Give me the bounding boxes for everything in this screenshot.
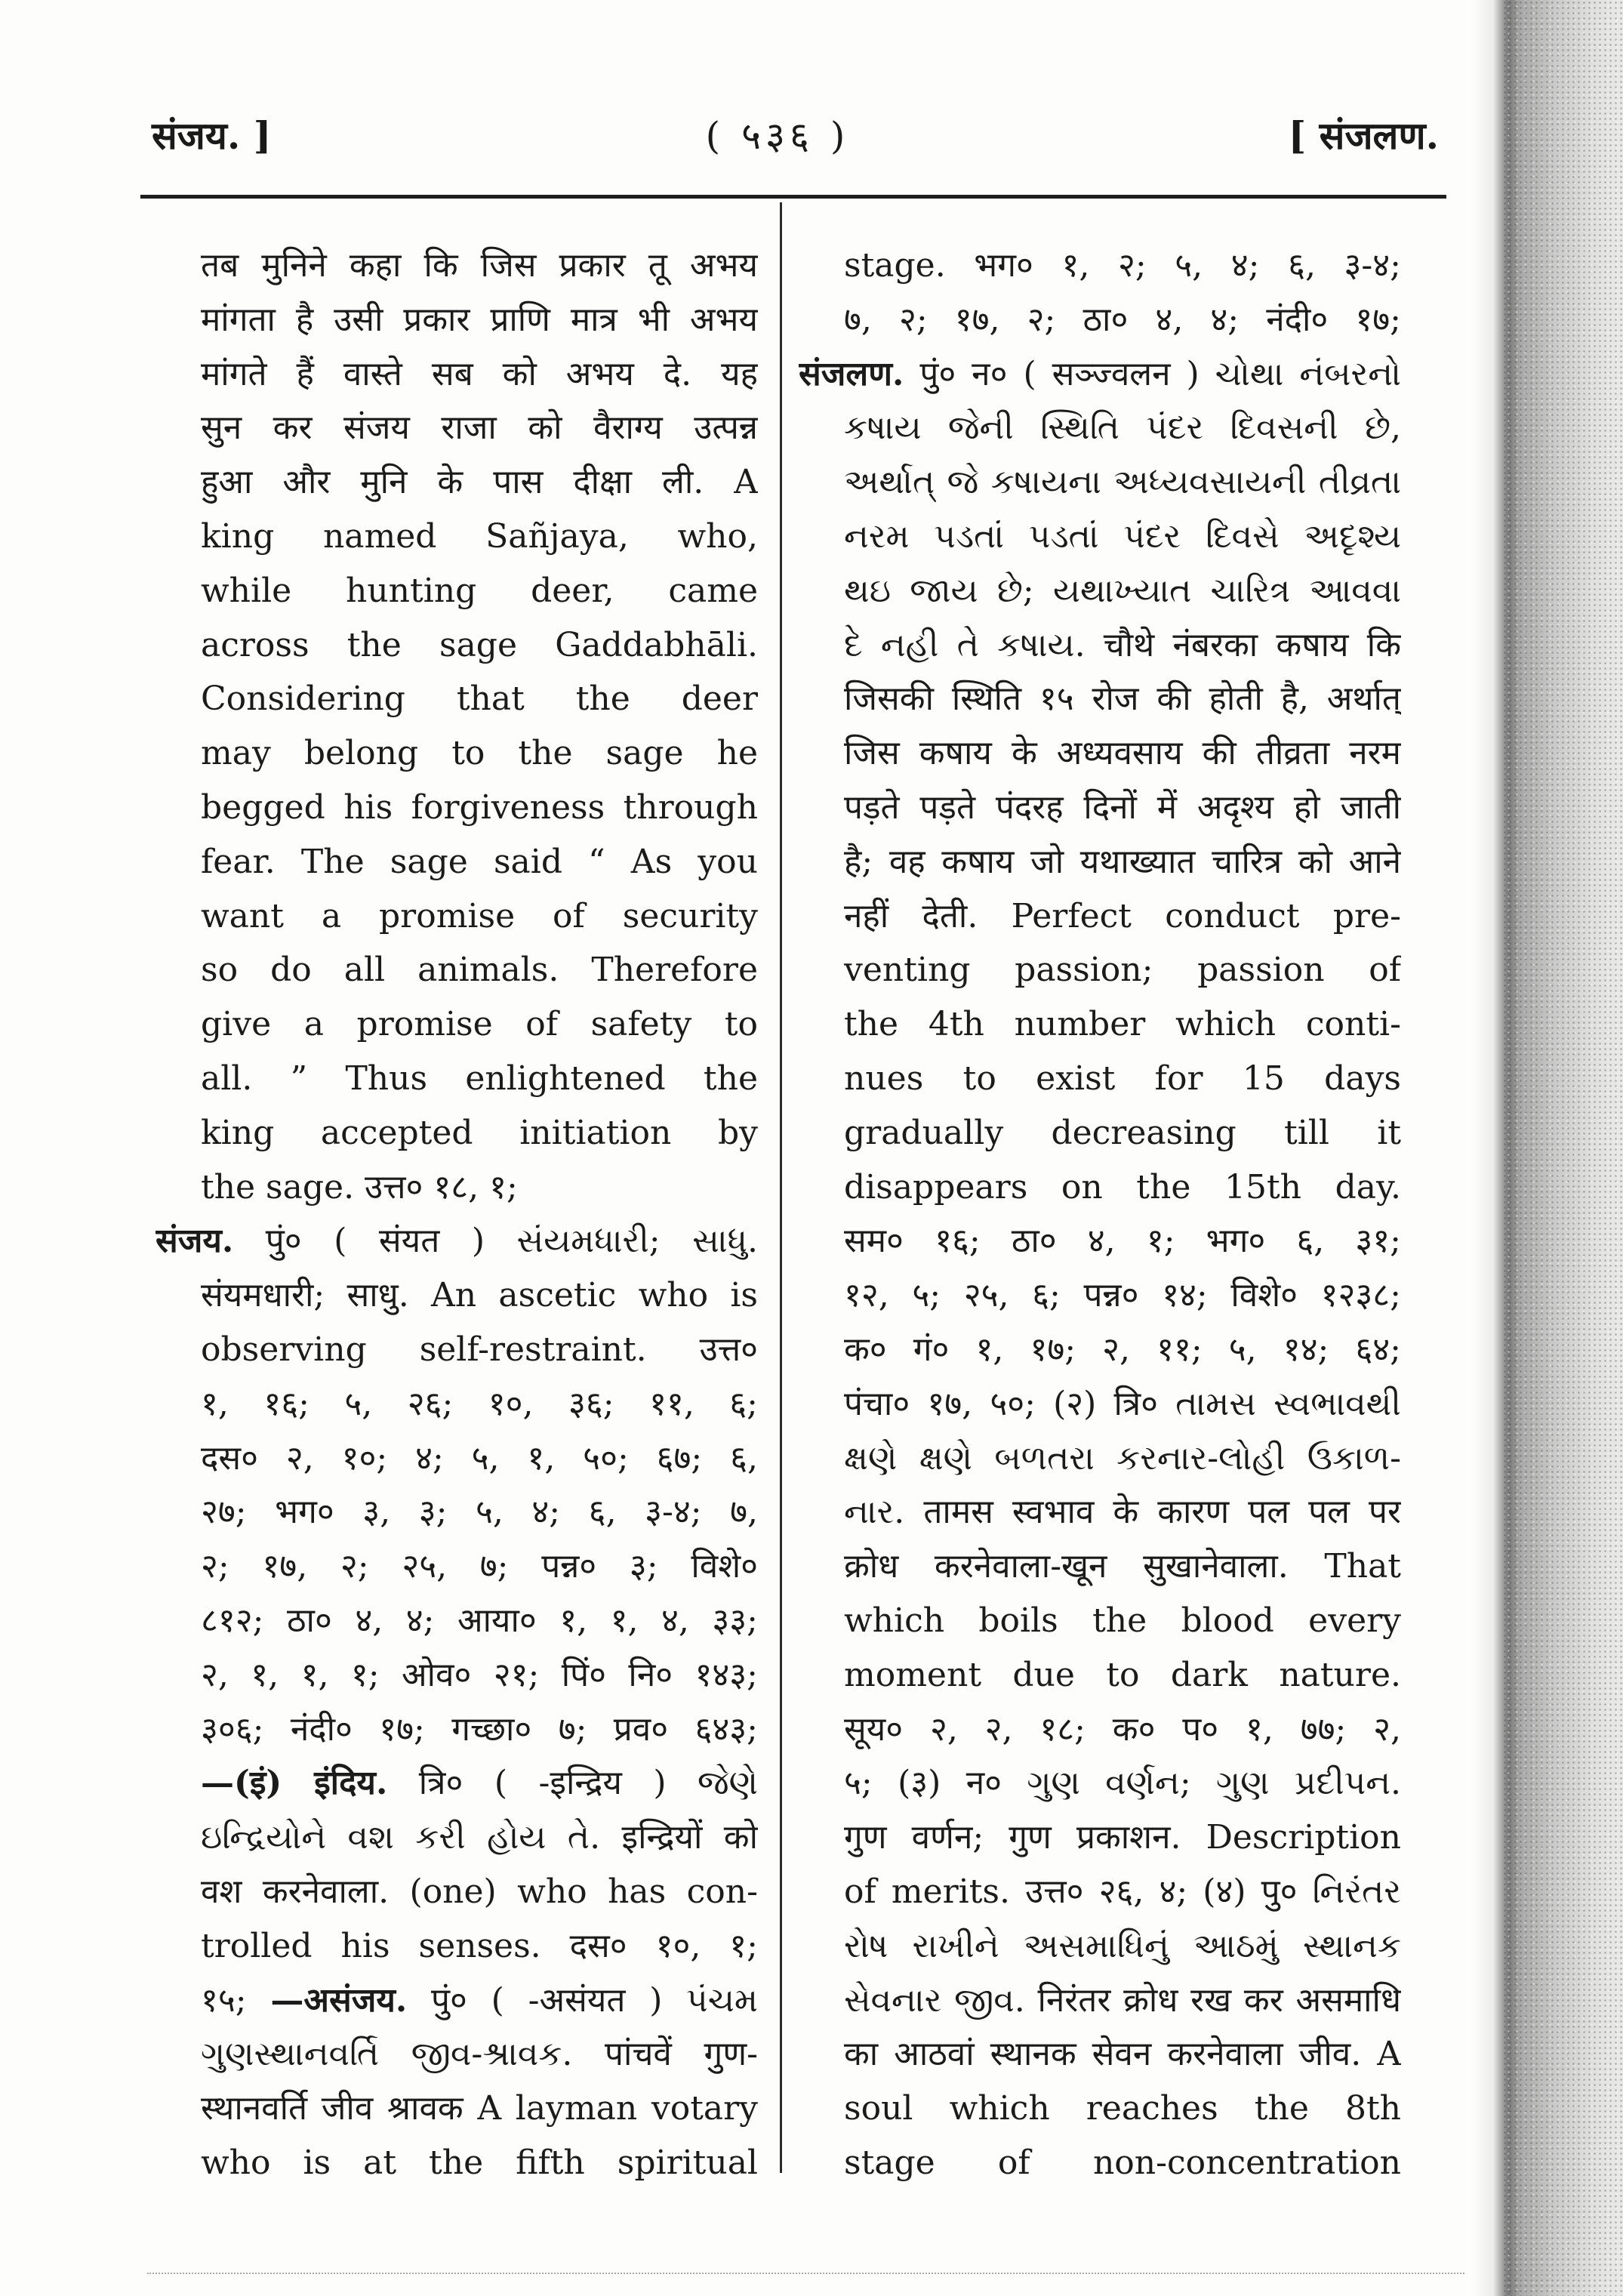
entry-text-line: क्रोध करनेवाला-खून सुखानेवाला. That [844, 1547, 1401, 1586]
entry-text-line: सूय० २, २, १८; क० प० १, ७७; २, [844, 1709, 1401, 1749]
entry-text-line: पड़ते पड़ते पंदरह दिनों में अदृश्य हो जाती [844, 787, 1401, 827]
entry-text-line: king accepted initiation by [201, 1113, 758, 1152]
entry-text-line: Considering that the deer [201, 680, 758, 719]
entry-text-line: मांगते हैं वास्ते सब को अभय दे. यह [201, 354, 758, 393]
entry-text-line: fear. The sage said “ As you [201, 842, 758, 881]
sub-headword: —असंजय. [270, 1980, 408, 2020]
entry-text-line: while hunting deer, came [201, 571, 758, 610]
headword-line [156, 1214, 758, 1268]
entry-text-line: जिस कषाय के अध्यवसाय की तीव्रता नरम [844, 734, 1401, 773]
entry-text-line: दस० २, १०; ४; ५, १, ५०; ६७; ६, [201, 1438, 758, 1478]
entry-text-line: ३०६; नंदी० १७; गच्छा० ७; प्रव० ६४३; [201, 1709, 758, 1749]
entry-text-line: १, १६; ५, २६; १०, ३६; ११, ६; [201, 1384, 758, 1423]
left-column [156, 239, 758, 2190]
entry-text-line: का आठवां स्थानक सेवन करनेवाला जीव. A [844, 2035, 1401, 2074]
entry-text-line: gradually decreasing till it [844, 1113, 1401, 1152]
entry-text-line: થઇ જાય છે; યથાખ્યાત ચારિત્ર આવવા [844, 571, 1401, 610]
entry-text-line: કષાય જેની સ્થિતિ પંદર દિવસની છે, [844, 408, 1401, 448]
subentry-line [201, 1756, 758, 1811]
entry-text: पुं० ( संयत ) સંયમધારી; સાધુ. [233, 1222, 758, 1261]
entry-text-line: રોષ રાખીને અસમાધિનું આઠમું સ્થાનક [844, 1926, 1401, 1965]
entry-text-line: which boils the blood every [844, 1601, 1401, 1640]
entry-text-line: begged his forgiveness through [201, 787, 758, 827]
entry-text-line: observing self-restraint. उत्त० [201, 1330, 758, 1369]
entry-text-line: want a promise of security [201, 896, 758, 935]
entry-text-line: पंचा० १७, ५०; (२) त्रि० તામસ સ્વભાવથી [844, 1384, 1401, 1423]
entry-text-line: the sage. उत्त० १८, १; [201, 1167, 518, 1207]
entry-text-line: moment due to dark nature. [844, 1655, 1401, 1694]
sub-headword: —(इं) इंदिय. [201, 1764, 388, 1803]
entry-text-line: soul which reaches the 8th [844, 2089, 1401, 2128]
entry-text: १५; [201, 1980, 271, 2020]
entry-text-line: ५; (३) न० ગુણ વર્ણન; ગુણ પ્રદીપન. [844, 1764, 1401, 1803]
entry-text-line: દે નહી તે કષાય. चौथे नंबरका कषाय कि [844, 625, 1401, 664]
entry-text-line: ગુણસ્થાનવર્તિ જીવ-શ્રાવક. पांचवें गुण- [201, 2035, 758, 2074]
entry-text-line: નરમ પડતાં પડતાં પંદર દિવસે અદૃશ્ય [844, 516, 1401, 556]
entry-text-line: ८१२; ठा० ४, ४; आया० १, १, ४, ३३; [201, 1601, 758, 1640]
bottom-dotted-rule [147, 2273, 1464, 2274]
entry-text-line: ક્ષણે ક્ષણે બળતરા કરનાર-લોહી ઉકાળ- [844, 1438, 1401, 1478]
right-column [799, 239, 1401, 2190]
running-head-left: संजय. ] [152, 113, 272, 158]
entry-text-line: so do all animals. Therefore [201, 951, 758, 990]
entry-text-line: सुन कर संजय राजा को वैराग्य उत्पन्न [201, 408, 758, 448]
page-edge-speckle [1502, 0, 1623, 2296]
entry-text-line: हुआ और मुनि के पास दीक्षा ली. A [201, 463, 758, 502]
entry-text-line: वश करनेवाला. (one) who has con- [201, 1872, 758, 1911]
entry-text-line: king named Sañjaya, who, [201, 516, 758, 556]
entry-text-line: सम० १६; ठा० ४, १; भग० ६, ३१; [844, 1222, 1401, 1261]
entry-text-line: स्थानवर्ति जीव श्रावक A layman votary [201, 2089, 758, 2128]
entry-text-line: stage. भग० १, २; ५, ४; ६, ३-४; [844, 246, 1401, 285]
entry-text-line: may belong to the sage he [201, 734, 758, 773]
headword: संजय. [156, 1222, 234, 1261]
header-rule [140, 195, 1446, 199]
headword-line [799, 347, 1401, 402]
entry-text-line: १२, ५; २५, ६; पन्न० १४; विशे० १२३८; [844, 1276, 1401, 1315]
entry-text-line: disappears on the 15th day. [844, 1167, 1401, 1207]
entry-text-line: नहीं देती. Perfect conduct pre- [844, 896, 1401, 935]
entry-text-line: venting passion; passion of [844, 951, 1401, 990]
entry-text-line: give a promise of safety to [201, 1005, 758, 1044]
entry-text-line: nues to exist for 15 days [844, 1059, 1401, 1098]
entry-text-line: સેવનાર જીવ. निरंतर क्रोध रख कर असमाधि [844, 1980, 1401, 2020]
page-number: ( ५३६ ) [705, 114, 850, 158]
entry-text-line: मांगता है उसी प्रकार प्राणि मात्र भी अभय [201, 300, 758, 339]
entry-text-line: નાર. तामस स्वभाव के कारण पल पल पर [844, 1493, 1401, 1532]
entry-text-line: ઇન્દ્રિયોને વશ કરી હોય તે. इन्द्रियों को [201, 1818, 758, 1857]
entry-text-line: २७; भग० ३, ३; ५, ४; ६, ३-४; ७, [201, 1493, 758, 1532]
entry-text-line: जिसकी स्थिति १५ रोज की होती है, अर्थात् [844, 680, 1401, 719]
entry-text-line: stage of non-concentration [844, 2143, 1401, 2182]
entry-text-line: संयमधारी; साधु. An ascetic who is [201, 1276, 758, 1315]
entry-text-line: तब मुनिने कहा कि जिस प्रकार तू अभय [201, 246, 758, 285]
subentry-line [201, 1974, 758, 2028]
entry-text: पुं० न० ( सञ्ज्वलन ) ચોથા નંબરનો [904, 354, 1401, 393]
entry-text-line: across the sage Gaddabhāli. [201, 625, 758, 664]
entry-text-line: trolled his senses. दस० १०, १; [201, 1926, 758, 1965]
entry-text-line: ७, २; १७, २; ठा० ४, ४; नंदी० १७; [844, 300, 1401, 339]
column-divider [780, 202, 782, 2173]
entry-text-line: who is at the fifth spiritual [201, 2143, 758, 2182]
entry-text-line: २, १, १, १; ओव० २१; पिं० नि० १४३; [201, 1655, 758, 1694]
entry-text-line: २; १७, २; २५, ७; पन्न० ३; विशे० [201, 1547, 758, 1586]
headword: संजलण. [799, 354, 904, 393]
entry-text-line: of merits. उत्त० २६, ४; (४) पु० નિરંતર [844, 1872, 1401, 1911]
entry-text-line: गुण वर्णन; गुण प्रकाशन. Description [844, 1818, 1401, 1857]
entry-text-line: क० गं० १, १७; २, ११; ५, १४; ६४; [844, 1330, 1401, 1369]
entry-text-line: the 4th number which conti- [844, 1005, 1401, 1044]
entry-text: पुं० ( -असंयत ) પંચમ [407, 1980, 758, 2020]
entry-text-line: all. ” Thus enlightened the [201, 1059, 758, 1098]
entry-text-line: है; वह कषाय जो यथाख्यात चारित्र को आने [844, 842, 1401, 881]
running-head-right: [ संजलण. [1288, 113, 1439, 158]
entry-text-line: અર્થાત્ જે કષાયના અધ્યવસાયની તીવ્રતા [844, 463, 1401, 502]
entry-text: त्रि० ( -इन्द्रिय ) જેણે [387, 1764, 758, 1803]
